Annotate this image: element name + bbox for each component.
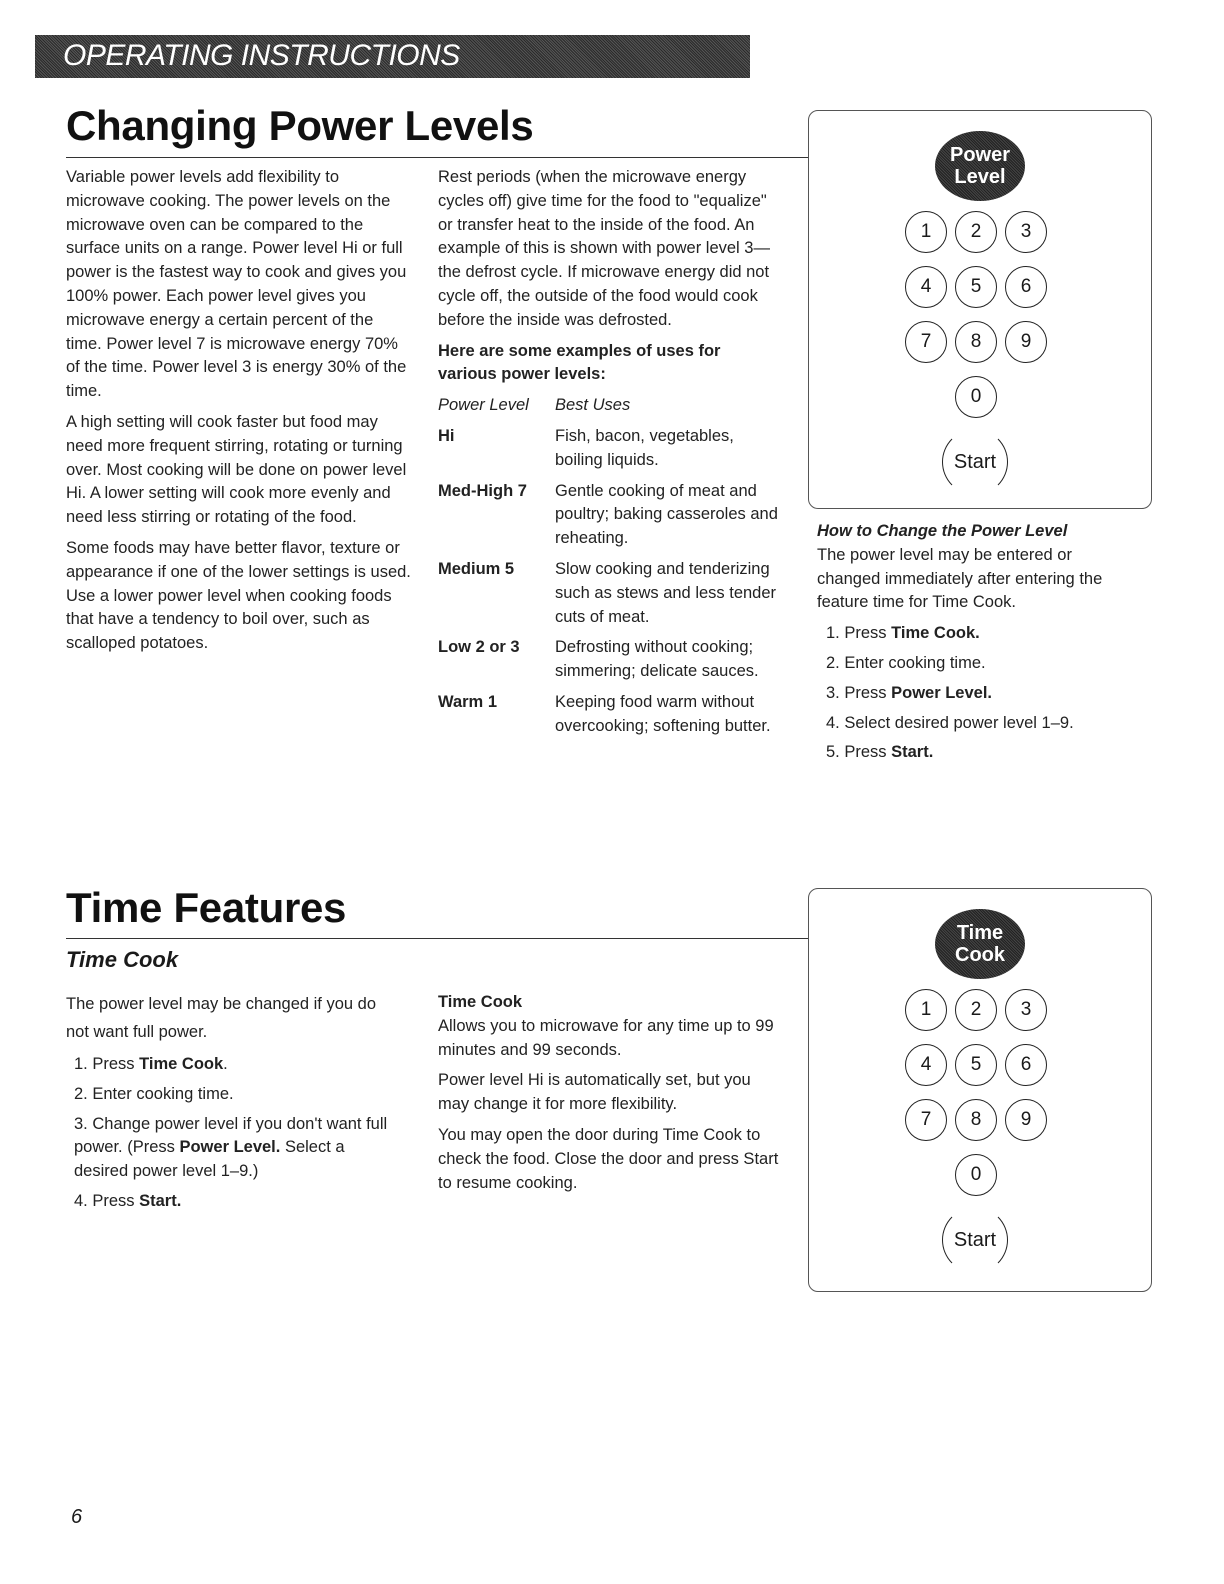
title-divider (66, 157, 808, 158)
digit-key: 9 (1005, 321, 1047, 363)
step-number: 1. (826, 624, 840, 643)
how-to-title: How to Change the Power Level (817, 522, 1068, 540)
time-cook-keypad (808, 888, 1152, 1292)
examples-heading: Here are some examples of uses for various power levels: (438, 341, 721, 384)
step-item (74, 1053, 396, 1077)
paragraph: Allows you to microwave for any time up to 99 minutes and 99 seconds. (438, 1016, 774, 1059)
how-to-section (817, 520, 1137, 771)
step-text: Press (844, 624, 892, 643)
table-row (438, 636, 778, 684)
step-key: Time Cook (139, 1055, 224, 1073)
step-text: Press (844, 743, 892, 762)
digit-key: 5 (955, 1044, 997, 1086)
time-cook-steps (74, 1053, 396, 1214)
best-uses-cell: Gentle cooking of meat and poultry; baking casseroles and reheating. (555, 481, 778, 548)
best-uses-cell: Fish, bacon, vegetables, boiling liquids. (555, 426, 734, 469)
power-uses-column (438, 166, 778, 746)
step-number: 3. (826, 683, 840, 702)
paragraph: Power level Hi is automatically set, but you may change it for more flexibility. (438, 1071, 751, 1114)
table-row (438, 480, 778, 551)
start-key: Start (942, 429, 1008, 495)
table-row (438, 691, 778, 739)
step-text: Enter cooking time. (92, 1084, 234, 1103)
step-item (74, 1113, 396, 1184)
step-key: Time Cook. (891, 624, 980, 643)
best-uses-cell: Defrosting without cooking; simmering; delicate sauces. (555, 638, 759, 681)
step-item (826, 712, 1137, 736)
paragraph: Variable power levels add flexibility to microwave cooking. The power levels on the microwave oven can be compared to the surface units on a range. Power level Hi or full power is the fastest way to cook and gives you 100% power. Each power level gives you microwave energy a certain percent of the time. Power level 7 is microwave energy 70% of the time. Power level 3 is energy 30% of the time. (66, 168, 407, 401)
page-number: 6 (71, 1506, 83, 1528)
time-cook-subtitle: Time Cook (66, 947, 179, 972)
step-item (826, 682, 1137, 706)
digit-key: 0 (955, 376, 997, 418)
power-levels-title: Changing Power Levels (66, 102, 534, 149)
digit-key: 4 (905, 1044, 947, 1086)
paragraph: A high setting will cook faster but food may need more frequent stirring, rotating or turning over. Most cooking will be done on power level Hi. A lower setting will cook more evenly and need less stirring or rotating of the food. (66, 412, 407, 527)
digit-key: 3 (1005, 989, 1047, 1031)
step-item (826, 741, 1137, 765)
time-features-title: Time Features (66, 884, 347, 931)
column-header: Power Level (438, 396, 529, 415)
digit-key: 7 (905, 1099, 947, 1141)
best-uses-cell: Slow cooking and tenderizing such as stews and less tender cuts of meat. (555, 559, 777, 626)
digit-key: 7 (905, 321, 947, 363)
digit-key: 1 (905, 989, 947, 1031)
power-level-table (438, 425, 778, 739)
time-cook-steps-column (66, 990, 396, 1220)
banner-text: OPERATING INSTRUCTIONS (63, 39, 460, 72)
digit-key: 4 (905, 266, 947, 308)
digit-key: 1 (905, 211, 947, 253)
step-text: Change power level if you don't want full power. (Press (74, 1114, 388, 1157)
how-to-text: The power level may be entered or changed immediately after entering the feature time for Time Cook. (817, 545, 1103, 612)
power-level-keypad (808, 110, 1152, 509)
power-level-cell: Medium 5 (438, 559, 515, 578)
step-item (826, 652, 1137, 676)
section-banner (35, 35, 750, 78)
table-row (438, 425, 778, 473)
step-item (74, 1190, 396, 1214)
step-text: Press (92, 1055, 140, 1073)
step-item (74, 1083, 396, 1107)
step-number: 4. (74, 1191, 88, 1210)
step-number: 3. (74, 1114, 88, 1133)
paragraph: Some foods may have better flavor, texture or appearance if one of the lower settings is used. Use a lower power level when cooking foods that have a tendency to boil over, such as scalloped potatoes. (66, 538, 411, 653)
digit-key: 2 (955, 989, 997, 1031)
key-label: Power Level (950, 144, 1011, 188)
digit-key: 2 (955, 211, 997, 253)
column-header: Best Uses (555, 396, 631, 415)
digit-key: 6 (1005, 266, 1047, 308)
time-cook-key (935, 909, 1025, 979)
power-level-cell: Warm 1 (438, 692, 497, 711)
power-level-cell: Hi (438, 426, 455, 445)
power-level-cell: Low 2 or 3 (438, 638, 520, 657)
step-key: Power Level. (891, 683, 993, 702)
step-key: Power Level. (179, 1138, 281, 1157)
digit-key: 3 (1005, 211, 1047, 253)
paragraph: Rest periods (when the microwave energy cycles off) give time for the food to "equalize" or transfer heat to the inside of the food. An example of this is shown with power level 3—the defrost cycle. If microwave energy did not cycle off, the outside of the food would cook before the inside was defrosted. (438, 168, 770, 329)
table-row (438, 558, 778, 629)
digit-key: 5 (955, 266, 997, 308)
step-key: Start. (139, 1191, 182, 1210)
digit-key: 8 (955, 1099, 997, 1141)
step-text-end: Select a desired power level 1–9.) (74, 1138, 345, 1181)
time-cook-description (438, 991, 783, 1202)
how-to-steps (826, 622, 1137, 765)
paragraph: The power level may be changed if you do not want full power. (66, 995, 377, 1041)
step-number: 2. (74, 1084, 88, 1103)
start-key: Start (942, 1207, 1008, 1273)
paragraph: You may open the door during Time Cook to check the food. Close the door and press Start to resume cooking. (438, 1125, 779, 1192)
step-text-end: . (223, 1055, 228, 1073)
time-cook-heading: Time Cook (438, 993, 523, 1011)
best-uses-cell: Keeping food warm without overcooking; softening butter. (555, 692, 771, 735)
digit-key: 8 (955, 321, 997, 363)
key-label: Time Cook (955, 922, 1005, 966)
step-number: 2. (826, 653, 840, 672)
step-text: Enter cooking time. (844, 653, 986, 672)
step-text: Select desired power level 1–9. (844, 713, 1074, 732)
step-item (826, 622, 1137, 646)
digit-key: 6 (1005, 1044, 1047, 1086)
digit-key: 0 (955, 1154, 997, 1196)
step-number: 4. (826, 713, 840, 732)
title-divider (66, 938, 808, 939)
power-intro-column (66, 166, 411, 663)
step-number: 5. (826, 743, 840, 762)
digit-key: 9 (1005, 1099, 1047, 1141)
step-text: Press (844, 683, 892, 702)
table-header (438, 394, 778, 418)
step-text: Press (92, 1191, 140, 1210)
step-key: Start. (891, 743, 934, 762)
power-level-key (935, 131, 1025, 201)
step-number: 1. (74, 1055, 88, 1073)
power-level-cell: Med-High 7 (438, 481, 527, 500)
